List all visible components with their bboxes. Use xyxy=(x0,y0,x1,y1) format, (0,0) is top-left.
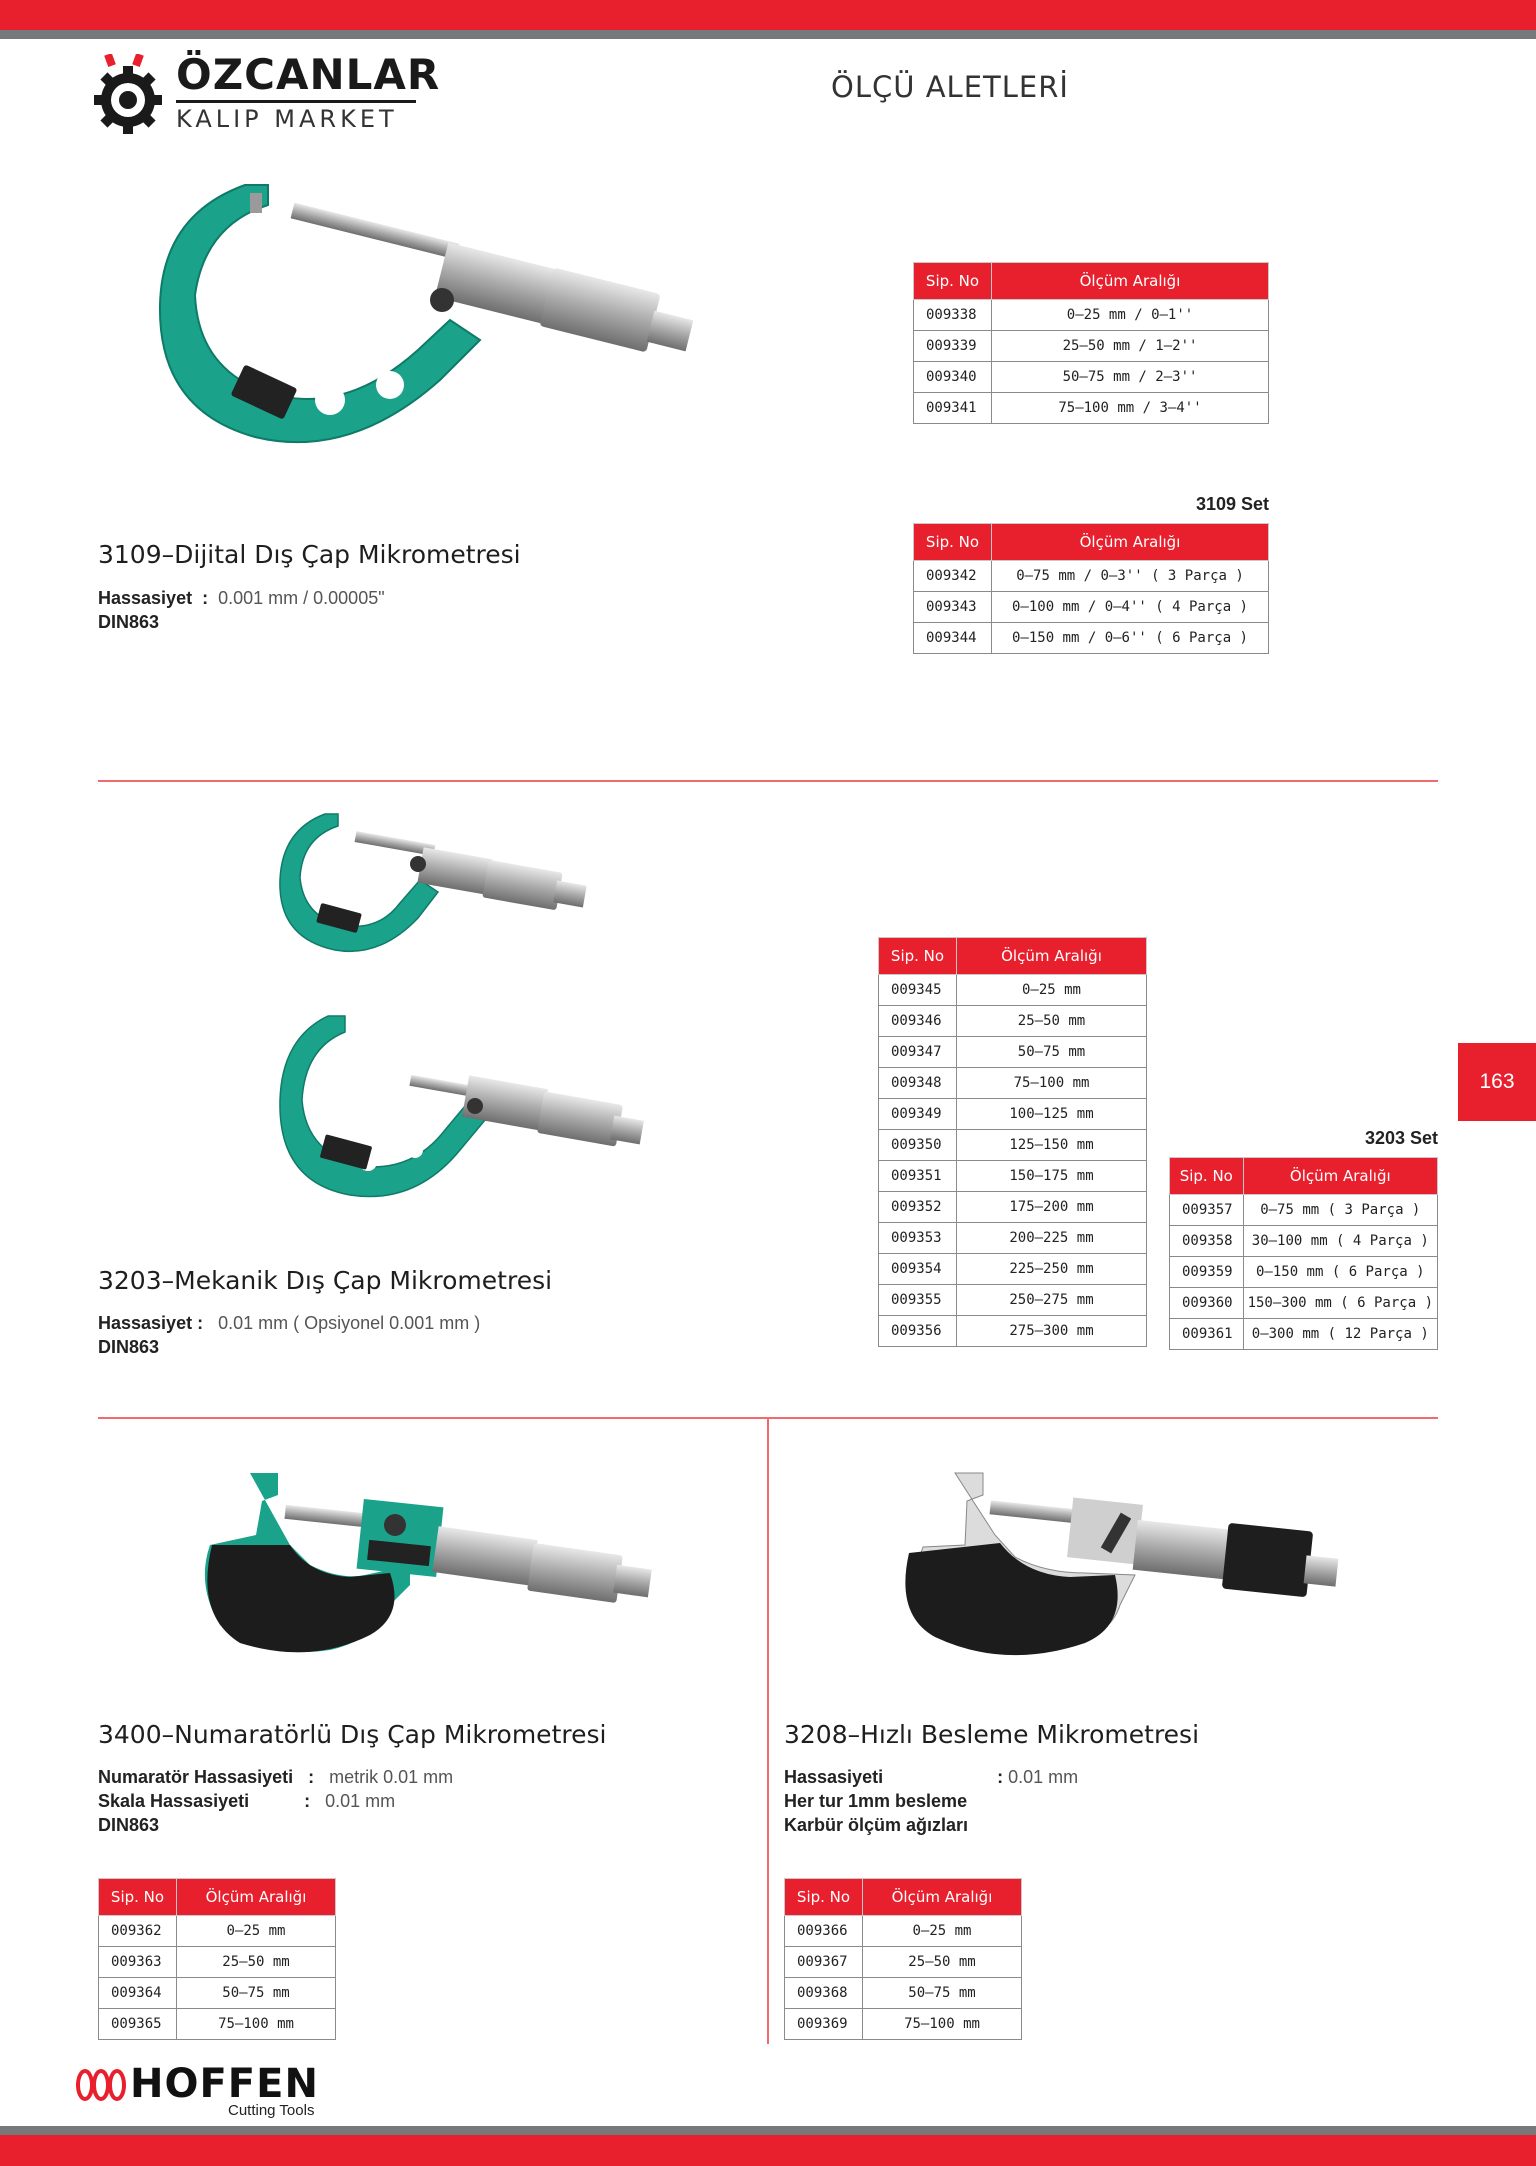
spec-label: Numaratör Hassasiyeti xyxy=(98,1767,294,1787)
sku-cell: 009341 xyxy=(914,393,992,424)
sku-cell: 009348 xyxy=(879,1068,957,1099)
table-row xyxy=(785,2009,1022,2040)
range-cell: 75–100 mm xyxy=(863,2009,1022,2040)
sku-cell: 009356 xyxy=(879,1316,957,1347)
table-row xyxy=(99,1916,336,1947)
table-row xyxy=(1170,1195,1438,1226)
range-cell: 0–25 mm xyxy=(957,975,1147,1006)
spec-label: DIN863 xyxy=(98,612,160,632)
spec-label: DIN863 xyxy=(98,1337,160,1357)
table-row xyxy=(99,1947,336,1978)
sku-cell: 009343 xyxy=(914,592,992,623)
micrometer-3400-image xyxy=(190,1465,670,1665)
table-row xyxy=(879,975,1147,1006)
range-cell: 50–75 mm / 2–3'' xyxy=(992,362,1269,393)
column-divider xyxy=(767,1417,769,2044)
range-cell: 25–50 mm xyxy=(177,1947,336,1978)
section-divider-1 xyxy=(98,780,1438,782)
table-row xyxy=(914,623,1269,654)
header-sip-no: Sip. No xyxy=(1170,1158,1244,1195)
spec-sep: : xyxy=(197,1313,204,1333)
range-cell: 75–100 mm / 3–4'' xyxy=(992,393,1269,424)
header-sip-no: Sip. No xyxy=(914,263,992,300)
table-row xyxy=(879,1223,1147,1254)
range-cell: 200–225 mm xyxy=(957,1223,1147,1254)
spec-sep: : xyxy=(202,588,209,608)
sku-cell: 009355 xyxy=(879,1285,957,1316)
sku-cell: 009369 xyxy=(785,2009,863,2040)
spec-precision-3203 xyxy=(98,1311,480,1335)
table-row xyxy=(99,1978,336,2009)
spec-value: 0.01 mm ( Opsiyonel 0.001 mm ) xyxy=(218,1313,481,1333)
range-cell: 0–75 mm ( 3 Parça ) xyxy=(1243,1195,1437,1226)
table-row xyxy=(785,1978,1022,2009)
range-cell: 0–150 mm ( 6 Parça ) xyxy=(1243,1257,1437,1288)
spec-standard-3109 xyxy=(98,610,159,634)
table-3208 xyxy=(784,1878,1022,2040)
spec-label: Hassasiyet xyxy=(98,588,193,608)
spec-label: Karbür ölçüm ağızları xyxy=(784,1815,969,1835)
table-row xyxy=(879,1316,1147,1347)
spec-standard-3203 xyxy=(98,1335,159,1359)
range-cell: 150–300 mm ( 6 Parça ) xyxy=(1243,1288,1437,1319)
set-label-3203: 3203 Set xyxy=(1364,1128,1438,1148)
table-row xyxy=(879,1192,1147,1223)
sku-cell: 009354 xyxy=(879,1254,957,1285)
table-row xyxy=(99,2009,336,2040)
product-title-3109: 3109–Dijital Dış Çap Mikrometresi xyxy=(98,540,521,569)
page-heading: ÖLÇÜ ALETLERİ xyxy=(831,70,1069,104)
sku-cell: 009363 xyxy=(99,1947,177,1978)
sku-cell: 009357 xyxy=(1170,1195,1244,1226)
sku-cell: 009366 xyxy=(785,1916,863,1947)
table-row xyxy=(914,561,1269,592)
bottom-red-bar xyxy=(0,2135,1536,2166)
sku-cell: 009342 xyxy=(914,561,992,592)
spec-sep: : xyxy=(304,1791,311,1811)
logo-title: ÖZCANLAR xyxy=(176,50,441,99)
spec-value: metrik 0.01 mm xyxy=(329,1767,454,1787)
logo-subtitle: KALIP MARKET xyxy=(176,105,398,133)
header-olcum-araligi: Ölçüm Aralığı xyxy=(863,1879,1022,1916)
range-cell: 0–100 mm / 0–4'' ( 4 Parça ) xyxy=(992,592,1269,623)
sku-cell: 009367 xyxy=(785,1947,863,1978)
header-olcum-araligi: Ölçüm Aralığı xyxy=(957,938,1147,975)
top-red-bar xyxy=(0,0,1536,30)
range-cell: 0–150 mm / 0–6'' ( 6 Parça ) xyxy=(992,623,1269,654)
range-cell: 0–25 mm / 0–1'' xyxy=(992,300,1269,331)
spec-value: 0.001 mm / 0.00005" xyxy=(218,588,385,608)
sku-cell: 009358 xyxy=(1170,1226,1244,1257)
spec-carbide-3208 xyxy=(784,1813,968,1837)
header-olcum-araligi: Ölçüm Aralığı xyxy=(992,263,1269,300)
table-header-row xyxy=(785,1879,1022,1916)
gear-logo-icon xyxy=(94,54,166,134)
range-cell: 175–200 mm xyxy=(957,1192,1147,1223)
set-label-3109: 3109 Set xyxy=(1195,494,1269,514)
table-row xyxy=(879,1099,1147,1130)
ozcanlar-logo[interactable] xyxy=(94,48,441,138)
range-cell: 25–50 mm xyxy=(957,1006,1147,1037)
table-row xyxy=(1170,1257,1438,1288)
range-cell: 50–75 mm xyxy=(177,1978,336,2009)
table-row xyxy=(879,1068,1147,1099)
spec-standard-3400 xyxy=(98,1813,159,1837)
range-cell: 0–25 mm xyxy=(177,1916,336,1947)
table-header-row xyxy=(99,1879,336,1916)
sku-cell: 009351 xyxy=(879,1161,957,1192)
product-title-3203: 3203–Mekanik Dış Çap Mikrometresi xyxy=(98,1266,553,1295)
range-cell: 25–50 mm / 1–2'' xyxy=(992,331,1269,362)
sku-cell: 009344 xyxy=(914,623,992,654)
sku-cell: 009352 xyxy=(879,1192,957,1223)
table-row xyxy=(879,1285,1147,1316)
sku-cell: 009350 xyxy=(879,1130,957,1161)
spec-sep: : xyxy=(997,1767,1004,1787)
range-cell: 50–75 mm xyxy=(863,1978,1022,2009)
micrometer-3203-small-image xyxy=(270,808,620,968)
spec-feed-3208 xyxy=(784,1789,967,1813)
hoffen-logo[interactable] xyxy=(76,2062,336,2122)
spec-label: Her tur 1mm besleme xyxy=(784,1791,968,1811)
range-cell: 75–100 mm xyxy=(177,2009,336,2040)
table-header-row xyxy=(1170,1158,1438,1195)
footer-brand: HOFFEN xyxy=(130,2061,319,2107)
range-cell: 250–275 mm xyxy=(957,1285,1147,1316)
sku-cell: 009361 xyxy=(1170,1319,1244,1350)
range-cell: 0–75 mm / 0–3'' ( 3 Parça ) xyxy=(992,561,1269,592)
sku-cell: 009339 xyxy=(914,331,992,362)
spec-label: DIN863 xyxy=(98,1815,160,1835)
table-row xyxy=(914,592,1269,623)
range-cell: 30–100 mm ( 4 Parça ) xyxy=(1243,1226,1437,1257)
header-olcum-araligi: Ölçüm Aralığı xyxy=(1243,1158,1437,1195)
range-cell: 25–50 mm xyxy=(863,1947,1022,1978)
table-row xyxy=(1170,1288,1438,1319)
table-header-row xyxy=(879,938,1147,975)
micrometer-3208-image xyxy=(895,1465,1355,1665)
sku-cell: 009368 xyxy=(785,1978,863,2009)
sku-cell: 009362 xyxy=(99,1916,177,1947)
table-row xyxy=(879,1037,1147,1068)
table-row xyxy=(1170,1226,1438,1257)
sku-cell: 009347 xyxy=(879,1037,957,1068)
range-cell: 0–300 mm ( 12 Parça ) xyxy=(1243,1319,1437,1350)
range-cell: 0–25 mm xyxy=(863,1916,1022,1947)
micrometer-3203-large-image xyxy=(270,1010,660,1210)
top-grey-bar xyxy=(0,30,1536,39)
sku-cell: 009346 xyxy=(879,1006,957,1037)
range-cell: 275–300 mm xyxy=(957,1316,1147,1347)
sku-cell: 009364 xyxy=(99,1978,177,2009)
set-table-3203 xyxy=(1169,1157,1438,1350)
table-row xyxy=(785,1947,1022,1978)
set-table-3109 xyxy=(913,523,1269,654)
hoffen-rings-icon xyxy=(76,2068,126,2102)
micrometer-3109-image xyxy=(150,175,710,465)
table-row xyxy=(879,1006,1147,1037)
spec-label: Hassasiyeti xyxy=(784,1767,884,1787)
table-3109 xyxy=(913,262,1269,424)
logo-divider xyxy=(176,100,416,103)
table-row xyxy=(914,331,1269,362)
table-header-row xyxy=(914,263,1269,300)
sku-cell: 009359 xyxy=(1170,1257,1244,1288)
table-header-row xyxy=(914,524,1269,561)
header-sip-no: Sip. No xyxy=(879,938,957,975)
table-row xyxy=(879,1161,1147,1192)
spec-label: Hassasiyet xyxy=(98,1313,193,1333)
range-cell: 75–100 mm xyxy=(957,1068,1147,1099)
range-cell: 225–250 mm xyxy=(957,1254,1147,1285)
sku-cell: 009353 xyxy=(879,1223,957,1254)
range-cell: 150–175 mm xyxy=(957,1161,1147,1192)
bottom-grey-bar xyxy=(0,2126,1536,2135)
table-row xyxy=(879,1130,1147,1161)
spec-scale-precision-3400 xyxy=(98,1789,395,1813)
header-sip-no: Sip. No xyxy=(99,1879,177,1916)
sku-cell: 009365 xyxy=(99,2009,177,2040)
header-sip-no: Sip. No xyxy=(785,1879,863,1916)
table-row xyxy=(879,1254,1147,1285)
product-title-3208: 3208–Hızlı Besleme Mikrometresi xyxy=(784,1720,1200,1749)
header-olcum-araligi: Ölçüm Aralığı xyxy=(177,1879,336,1916)
range-cell: 125–150 mm xyxy=(957,1130,1147,1161)
sku-cell: 009360 xyxy=(1170,1288,1244,1319)
table-row xyxy=(914,393,1269,424)
table-row xyxy=(914,362,1269,393)
product-title-3400: 3400–Numaratörlü Dış Çap Mikrometresi xyxy=(98,1720,607,1749)
spec-precision-3208 xyxy=(784,1765,1078,1789)
page-number-tab: 163 xyxy=(1458,1043,1536,1121)
sku-cell: 009349 xyxy=(879,1099,957,1130)
spec-counter-precision-3400 xyxy=(98,1765,453,1789)
table-row xyxy=(1170,1319,1438,1350)
table-3400 xyxy=(98,1878,336,2040)
range-cell: 100–125 mm xyxy=(957,1099,1147,1130)
header-olcum-araligi: Ölçüm Aralığı xyxy=(992,524,1269,561)
spec-sep: : xyxy=(308,1767,315,1787)
spec-label: Skala Hassasiyeti xyxy=(98,1791,250,1811)
spec-value: 0.01 mm xyxy=(1008,1767,1079,1787)
table-3203 xyxy=(878,937,1147,1347)
sku-cell: 009340 xyxy=(914,362,992,393)
table-row xyxy=(785,1916,1022,1947)
footer-subtitle: Cutting Tools xyxy=(228,2102,315,2119)
spec-value: 0.01 mm xyxy=(325,1791,396,1811)
range-cell: 50–75 mm xyxy=(957,1037,1147,1068)
table-row xyxy=(914,300,1269,331)
header-sip-no: Sip. No xyxy=(914,524,992,561)
sku-cell: 009345 xyxy=(879,975,957,1006)
spec-precision-3109 xyxy=(98,586,385,610)
sku-cell: 009338 xyxy=(914,300,992,331)
